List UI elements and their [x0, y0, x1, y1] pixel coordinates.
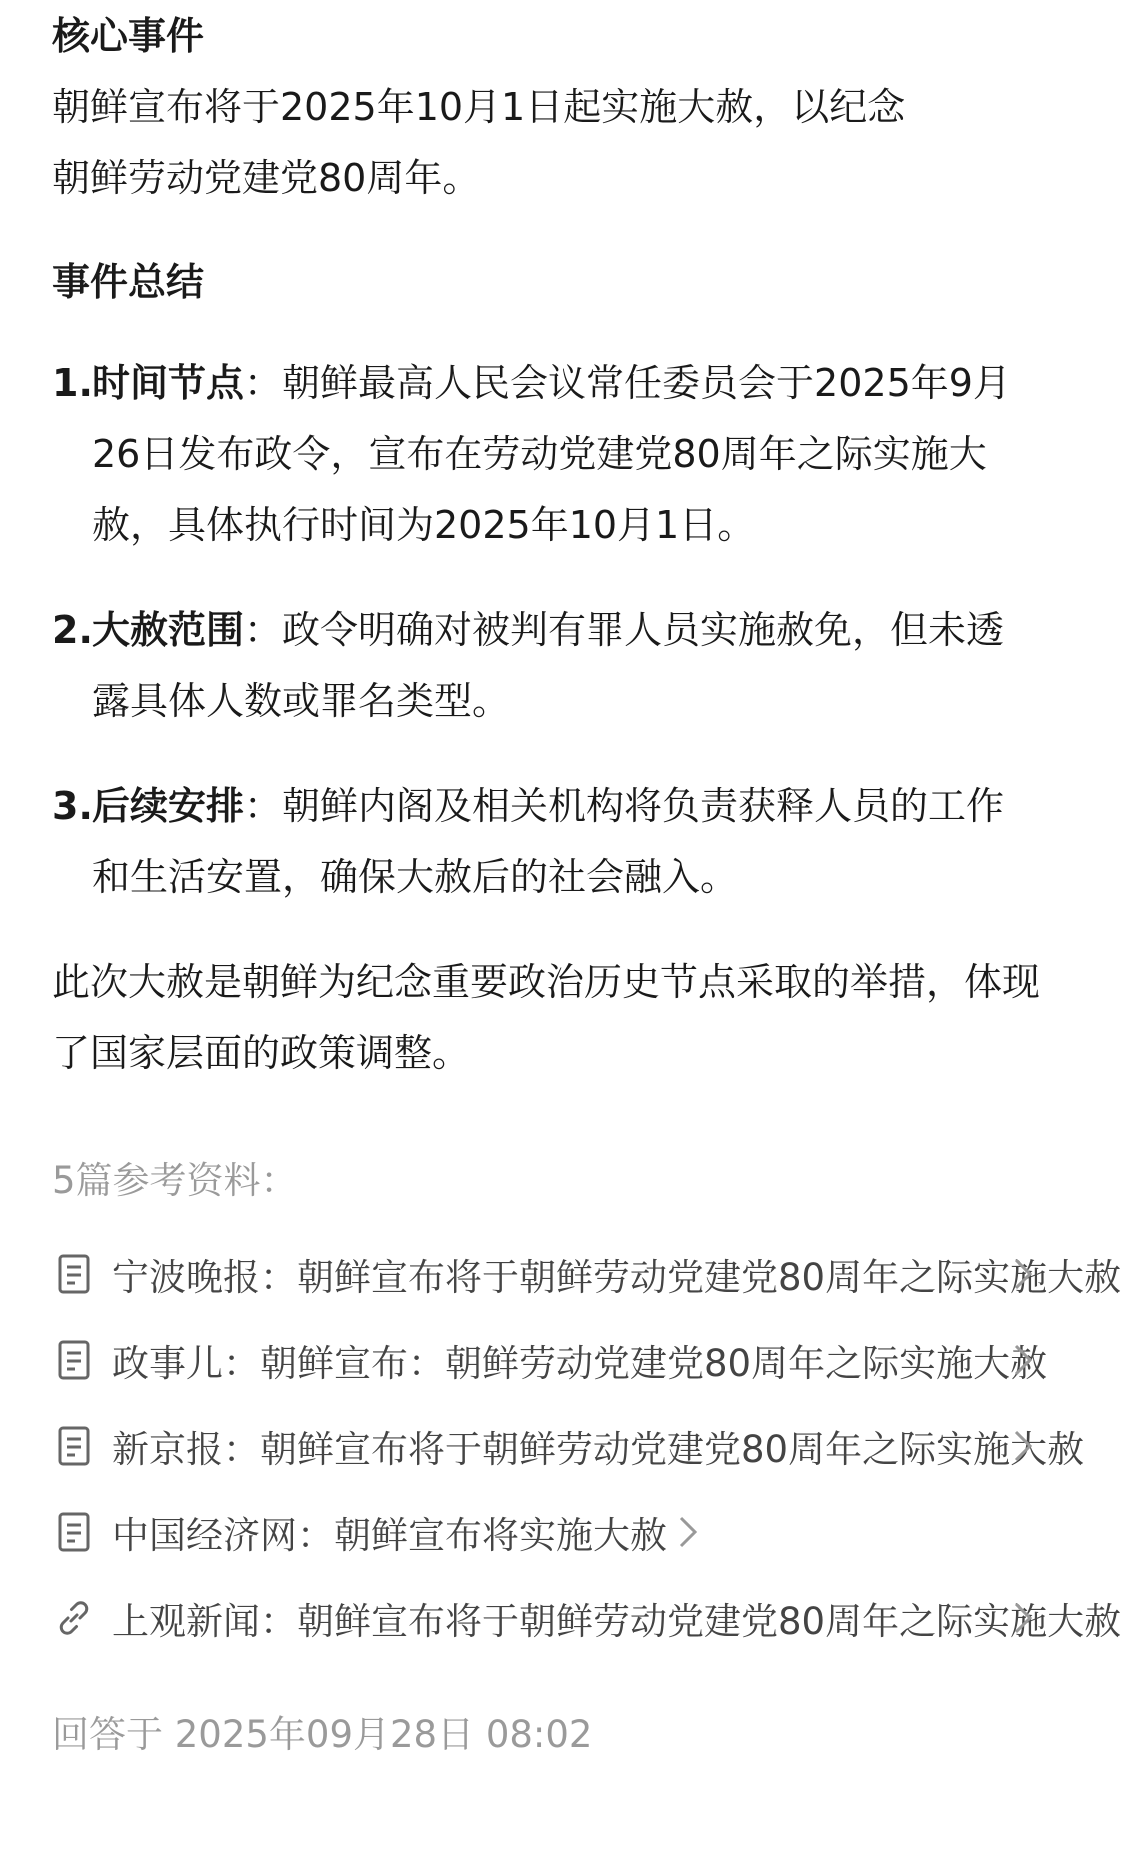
item-term: 时间节点 [92, 361, 245, 405]
core-event-title: 核心事件 [52, 14, 205, 58]
reference-title: 宁波晚报：朝鲜宣布将于朝鲜劳动党建党80周年之际实施大赦 [112, 1256, 1121, 1299]
document-icon [52, 1252, 96, 1296]
summary-item-followup [52, 771, 1042, 913]
summary-list [52, 348, 1042, 913]
summary-title: 事件总结 [52, 260, 205, 304]
chevron-right-icon [1012, 1600, 1042, 1636]
core-event-line-1: 朝鲜宣布将于2025年10月1日起实施大赦，以纪念 [52, 85, 906, 129]
reference-link[interactable] [52, 1317, 1048, 1403]
chevron-right-icon [1012, 1256, 1042, 1292]
core-event-line-2: 朝鲜劳动党建党80周年。 [52, 156, 481, 200]
item-number: 1. [52, 361, 93, 405]
item-separator: ： [244, 608, 283, 652]
answered-timestamp: 回答于 2025年09月28日 08:02 [52, 1713, 593, 1756]
answer-content [52, 0, 1121, 1765]
document-icon [52, 1424, 96, 1468]
reference-link[interactable] [52, 1403, 1085, 1489]
item-number: 3. [52, 784, 93, 828]
summary-item-scope [52, 595, 1042, 737]
reference-link[interactable] [52, 1575, 1121, 1661]
item-text: 政令明确对被判有罪人员实施赦免，但未透露具体人数或罪名类型。 [92, 608, 1005, 723]
reference-title: 新京报：朝鲜宣布将于朝鲜劳动党建党80周年之际实施大赦 [112, 1428, 1085, 1471]
item-separator: ： [244, 361, 283, 405]
link-icon [52, 1596, 96, 1640]
references-header: 5篇参考资料： [52, 1159, 298, 1202]
item-term: 后续安排 [92, 784, 245, 828]
item-separator: ： [244, 784, 283, 828]
reference-title: 政事儿：朝鲜宣布：朝鲜劳动党建党80周年之际实施大赦 [112, 1342, 1048, 1385]
item-text: 朝鲜内阁及相关机构将负责获释人员的工作和生活安置，确保大赦后的社会融入。 [92, 784, 1005, 899]
item-text: 朝鲜最高人民会议常任委员会于2025年9月26日发布政令，宣布在劳动党建党80周年之际实施大赦，具体执行时间为2025年10月1日。 [92, 361, 1011, 547]
reference-link[interactable] [52, 1231, 1121, 1317]
reference-title: 上观新闻：朝鲜宣布将于朝鲜劳动党建党80周年之际实施大赦 [112, 1600, 1121, 1643]
document-icon [52, 1338, 96, 1382]
chevron-right-icon [677, 1514, 707, 1550]
summary-item-timeline [52, 348, 1042, 561]
item-term: 大赦范围 [92, 608, 245, 652]
chevron-right-icon [1012, 1428, 1042, 1464]
document-icon [52, 1510, 96, 1554]
reference-title: 中国经济网：朝鲜宣布将实施大赦 [112, 1514, 667, 1557]
closing-paragraph: 此次大赦是朝鲜为纪念重要政治历史节点采取的举措，体现了国家层面的政策调整。 [52, 960, 1041, 1075]
reference-link[interactable] [52, 1489, 1032, 1575]
chevron-right-icon [1012, 1342, 1042, 1378]
references-section [52, 1151, 1121, 1661]
item-number: 2. [52, 608, 93, 652]
